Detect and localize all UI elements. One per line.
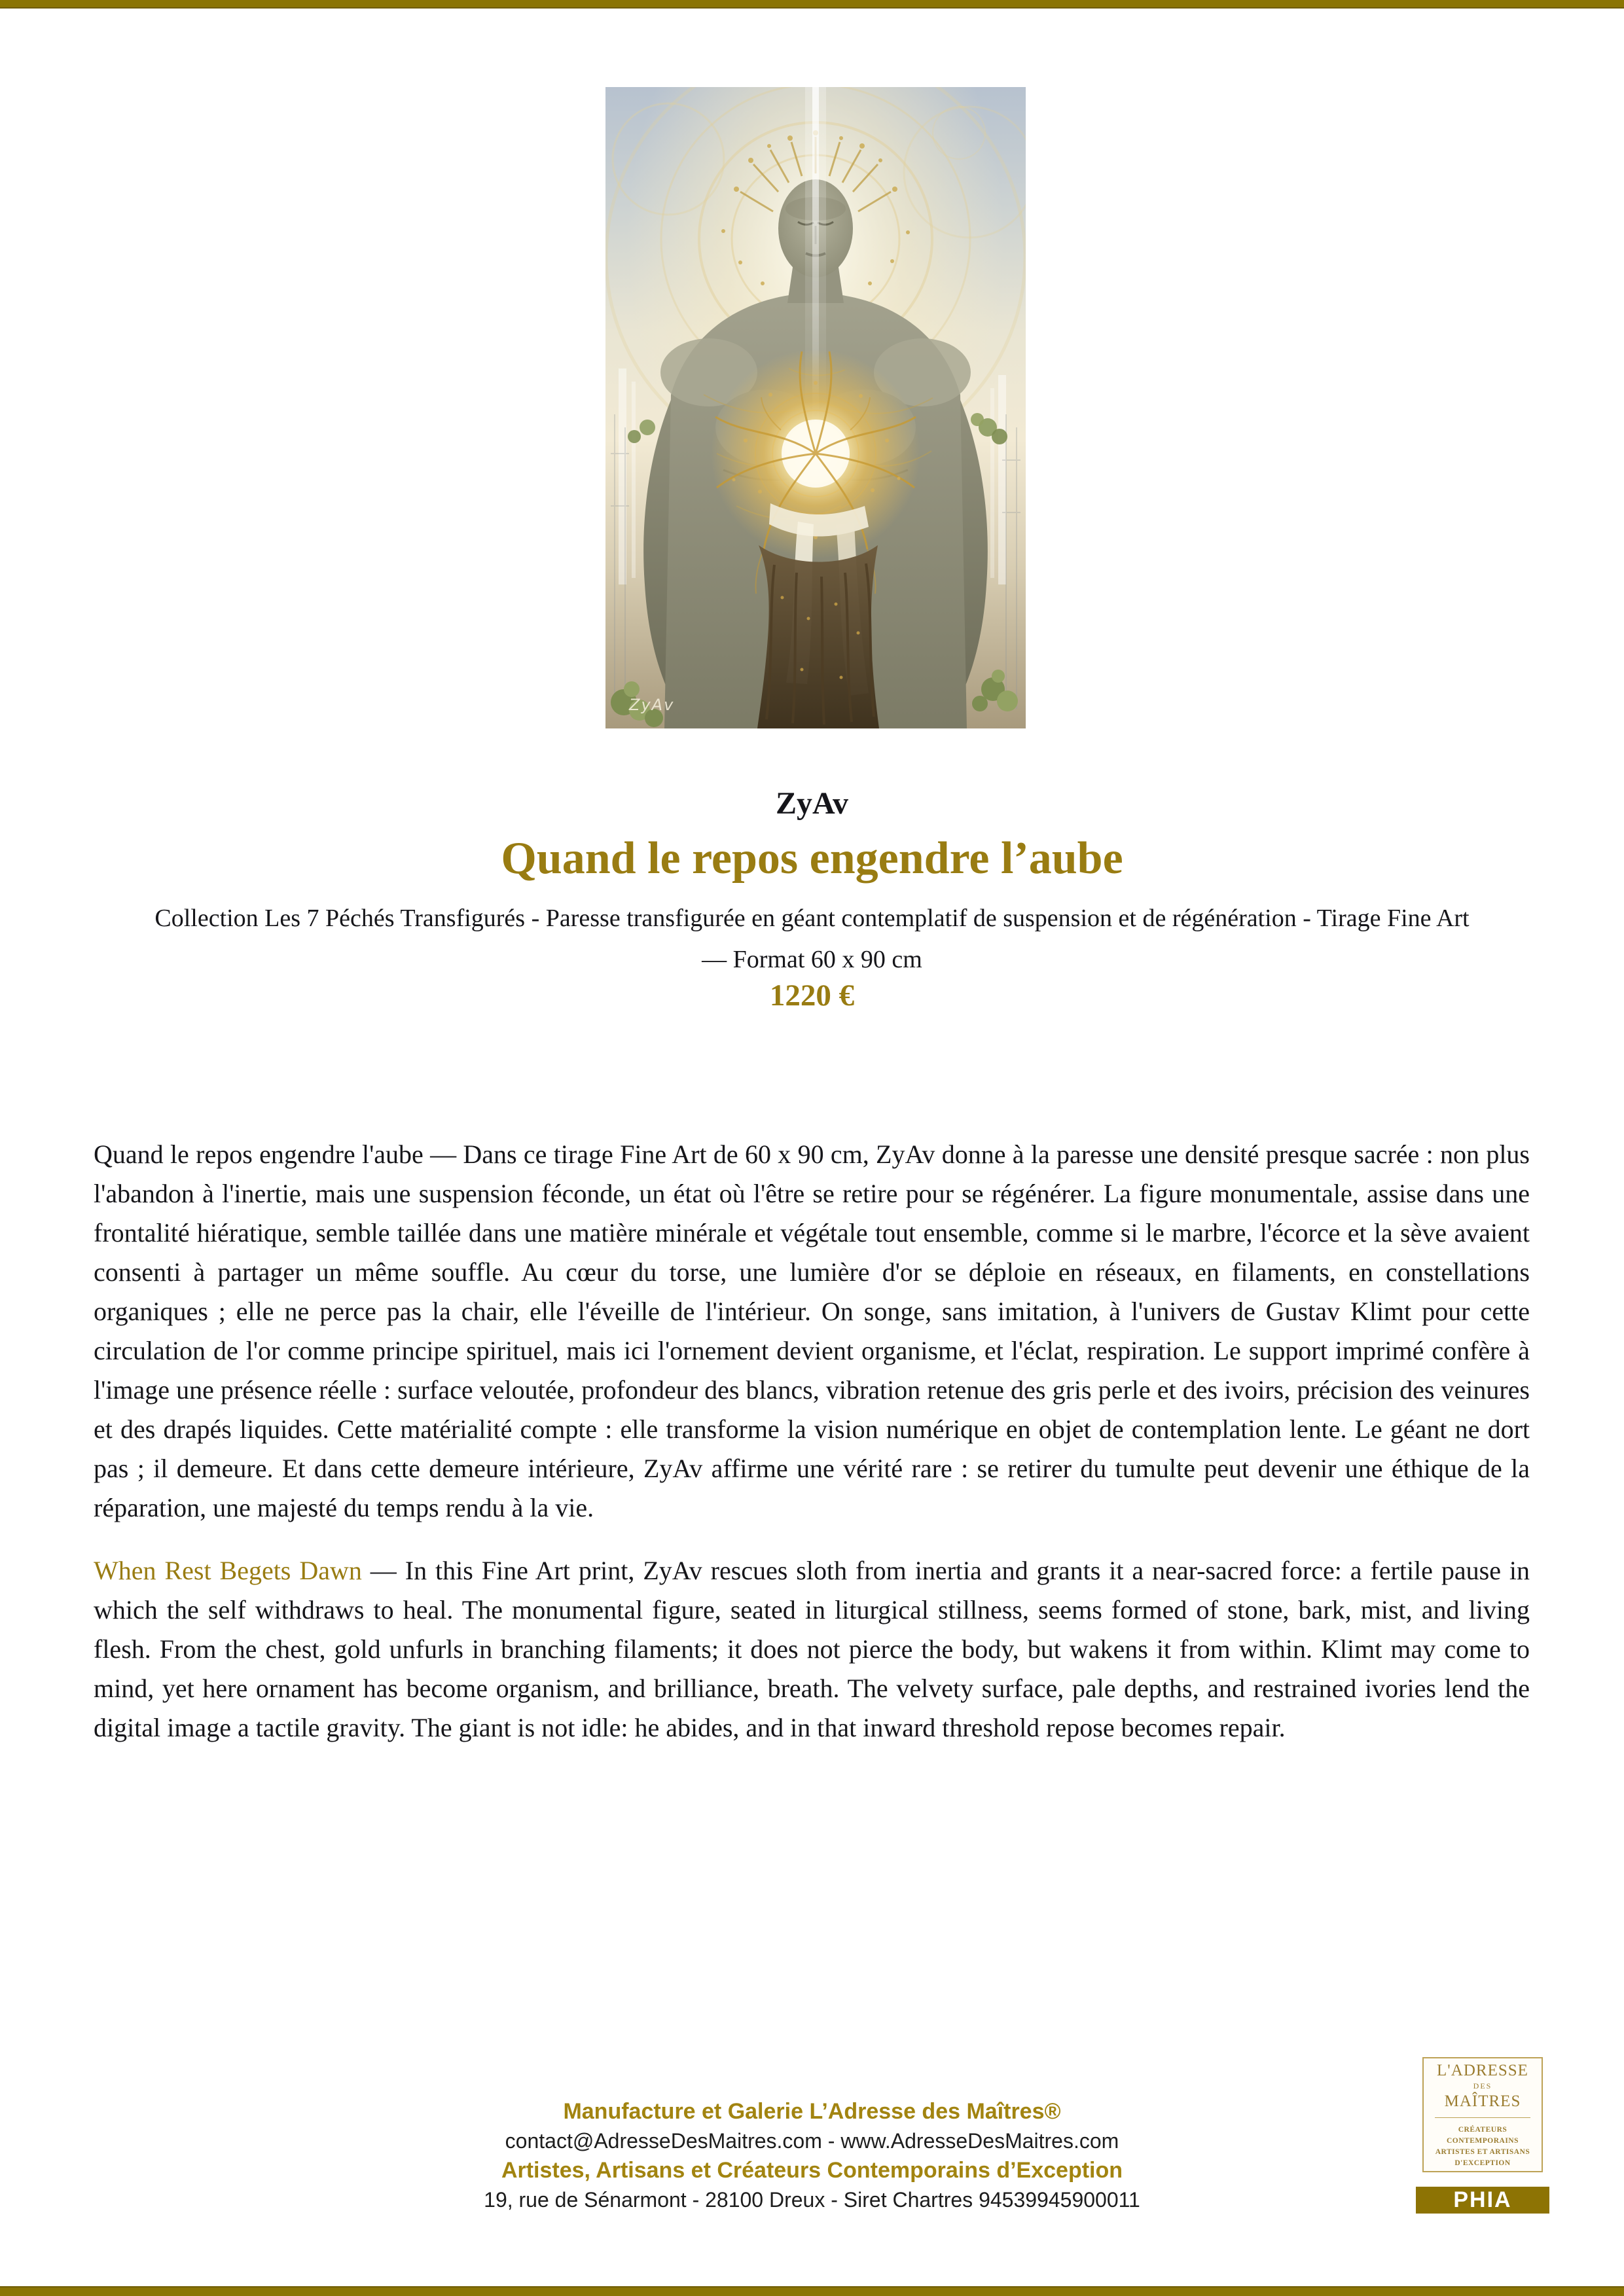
- gallery-logo: [1422, 2057, 1543, 2172]
- logo-line-adresse: L'ADRESSE: [1437, 2061, 1528, 2079]
- top-border-bar: [0, 0, 1624, 9]
- logo-line-createurs: CRÉATEURS CONTEMPORAINS: [1446, 2125, 1519, 2145]
- description-english-lead: When Rest Begets Dawn: [94, 1556, 362, 1585]
- artwork-image: [605, 87, 1026, 728]
- logo-line-maitres: MAÎTRES: [1444, 2092, 1521, 2110]
- logo-line-des: DES: [1473, 2081, 1492, 2090]
- price: 1220 €: [769, 978, 855, 1013]
- description-french-paragraph: [94, 1135, 1530, 1528]
- logo-line-exception: D'EXCEPTION: [1454, 2159, 1511, 2167]
- footer: [0, 2097, 1624, 2215]
- footer-address-line: 19, rue de Sénarmont - 28100 Dreux - Siret Chartres 94539945900011: [484, 2188, 1140, 2212]
- footer-tagline: Artistes, Artisans et Créateurs Contemporains d’Exception: [501, 2158, 1123, 2183]
- bottom-border-bar: [0, 2286, 1624, 2296]
- footer-contact-line: contact@AdresseDesMaitres.com - www.AdresseDesMaitres.com: [505, 2129, 1119, 2153]
- logo-divider: [1435, 2117, 1530, 2118]
- description-english-paragraph: [94, 1551, 1530, 1748]
- phia-badge: PHIA: [1416, 2187, 1549, 2214]
- artwork-signature: ZyAv: [629, 696, 675, 714]
- description-section: [94, 1135, 1530, 1748]
- artwork-illustration: [605, 87, 1026, 728]
- artwork-title: Quand le repos engendre l’aube: [501, 833, 1123, 884]
- description-french-text: Quand le repos engendre l'aube — Dans ce tirage Fine Art de 60 x 90 cm, ZyAv donne à la paresse une densité presque sacrée : non plus l'abandon à l'inertie, mais une suspension féconde, un état où l'être se retire pour se régénérer. La figure monumentale, assise dans une frontalité hiératique, semble taillée dans une matière minérale et végétale tout ensemble, comme si le marbre, l'écorce et la sève avaient consenti à partager un même souffle. Au cœur du torse, une lumière d'or se déploie en réseaux, en filaments, en constellations organiques ; elle ne perce pas la chair, elle l'éveille de l'intérieur. On songe, sans imitation, à l'univers de Gustav Klimt pour cette circulation de l'or comme principe spirituel, mais ici l'ornement devient organisme, et l'éclat, respiration. Le support imprimé confère à l'image une présence réelle : surface veloutée, profondeur des blancs, vibration retenue des gris perle et des ivoirs, précision des veinures et des drapés liquides. Cette matérialité compte : elle transforme la vision numérique en objet de contemplation lente. Le géant ne dort pas ; il demeure. Et dans cette demeure intérieure, ZyAv affirme une vérité rare : se retirer du tumulte peut devenir une éthique de la réparation, une majesté du temps rendu à la vie.: [94, 1139, 1530, 1522]
- artist-name: ZyAv: [775, 786, 849, 821]
- artwork-subtitle: Collection Les 7 Péchés Transfigurés - Paresse transfigurée en géant contemplatif de suspension et de régénération - Tirage Fine Art — Format 60 x 90 cm: [154, 905, 1470, 973]
- footer-gallery-name: Manufacture et Galerie L’Adresse des Maîtres®: [563, 2099, 1061, 2124]
- description-english-text: — In this Fine Art print, ZyAv rescues sloth from inertia and grants it a near-sacred force: a fertile pause in which the self withdraws to heal. The monumental figure, seated in liturgical stillness, seems formed of stone, bark, mist, and living flesh. From the chest, gold unfurls in branching filaments; it does not pierce the body, but wakens it from within. Klimt may come to mind, yet here ornament has become organism, and brilliance, breath. The velvety surface, pale depths, and restrained ivories lend the digital image a tactile gravity. The giant is not idle: he abides, and in that inward threshold repose becomes repair.: [94, 1556, 1530, 1742]
- logo-line-artistes: ARTISTES ET ARTISANS: [1435, 2147, 1530, 2156]
